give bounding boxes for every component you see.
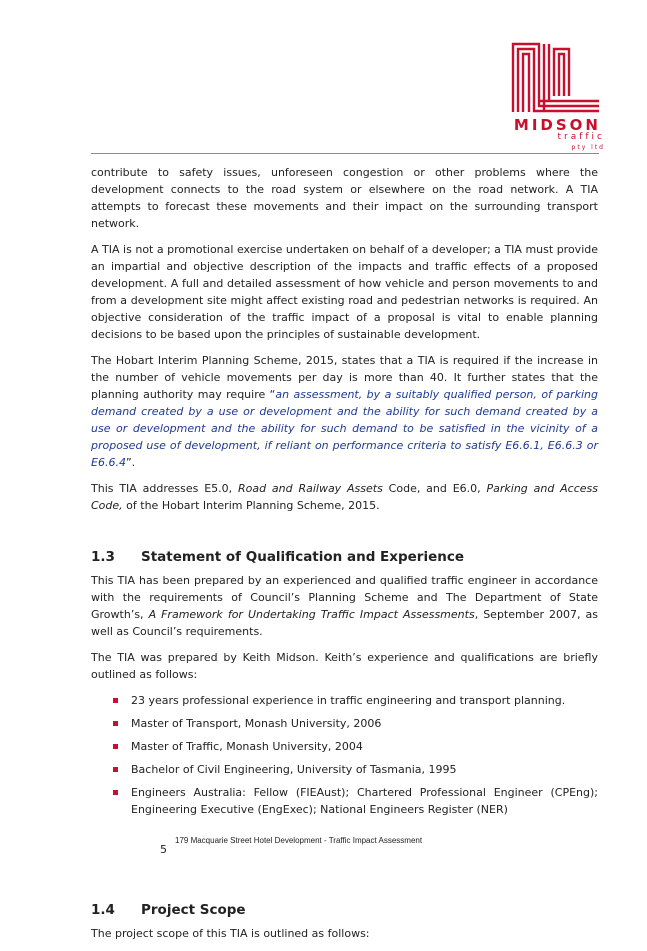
bullet-icon [113,767,118,772]
section-1-3-paragraph-2: The TIA was prepared by Keith Midson. Keith’s experience and qualifications are briefly outlined as follows: [91,651,598,681]
bullet-icon [113,721,118,726]
midson-logo-mark [509,38,601,114]
midson-logo [505,38,605,153]
list-item [91,761,598,778]
header-rule [91,153,599,154]
bullet-icon [113,790,118,795]
section-1-4-heading [91,902,598,919]
bullet-icon [113,698,118,703]
p3-quote: an assessment, by a suitably qualified person, of parking demand created by a use or development and the ability for such demand created by a use or development and the ability for such demand to be satisfied in the vicinity of a proposed use of development, if reliant on performance criteria to satisfy E6.6.1, E6.6.3 or E6.6.4 [91,388,598,469]
section-1-3-paragraph-1 [91,572,598,640]
list-item-text: Engineers Australia: Fellow (FIEAust); Chartered Professional Engineer (CPEng); Engineering Executive (EngExec); National Engineers Register (NER) [131,786,598,816]
body-paragraph-4 [91,480,598,514]
s13-p1-framework: A Framework for Undertaking Traffic Impact Assessments [148,608,475,621]
p4-text-c: Code, and E6.0, [382,482,487,495]
s13-p1-a: This TIA has been prepared by an experienced and qualified traffic engineer in accordance with the requirements of Council’s Planning Scheme and The Department of State Growth’s, [91,574,598,621]
list-item [91,784,598,818]
qualifications-list [91,692,598,818]
section-1-4-title: Project Scope [141,902,246,918]
logo-name: MIDSON [513,116,601,134]
p4-text-a: This TIA addresses E5.0, [91,482,238,495]
section-1-3-number: 1.3 [91,549,115,565]
p4-code-parking: Parking and Access Code, [91,482,599,512]
section-1-4-paragraph-1: The project scope of this TIA is outlined as follows: [91,927,370,940]
p4-text-e: of the Hobart Interim Planning Scheme, 2015. [122,499,380,512]
logo-sub-traffic: traffic [557,132,605,142]
logo-sub-ptyltd: pty ltd [571,144,605,151]
list-item [91,738,598,755]
p3-lead: The Hobart Interim Planning Scheme, 2015, states that a TIA is required if the increase in the number of vehicle movements per day is more than 40. It further states that the planning authority may require “ [91,354,598,401]
list-item-text: Master of Traffic, Monash University, 2004 [131,740,363,753]
p3-end: ”. [125,456,136,469]
section-1-3-heading [91,549,598,566]
body-paragraph-2: A TIA is not a promotional exercise undertaken on behalf of a developer; a TIA must provide an impartial and objective description of the impacts and traffic effects of a proposed development. A full and detailed assessment of how vehicle and person movements to and from a development site might affect existing road and pedestrian networks is required. An objective consideration of the traffic impact of a proposal is vital to enable planning decisions to be based upon the principles of sustainable development. [91,243,598,341]
section-1-4-number: 1.4 [91,902,115,918]
page-number: 5 [160,843,167,856]
section-1-3-title: Statement of Qualification and Experience [141,549,465,565]
bullet-icon [113,744,118,749]
p4-code-road: Road and Railway Assets [237,482,383,495]
footer-title: 179 Macquarie Street Hotel Development - Traffic Impact Assessment [175,836,423,845]
s13-p1-c: , September 2007, as well as Council’s requirements. [91,608,599,638]
body-paragraph-3 [91,352,598,471]
list-item-text: Master of Transport, Monash University, 2006 [131,717,382,730]
list-item [91,692,598,709]
body-paragraph-1: contribute to safety issues, unforeseen congestion or other problems where the development connects to the road system or elsewhere on the road network. A TIA attempts to forecast these movements and their impact on the surrounding transport network. [91,166,598,230]
page-content [91,164,598,951]
list-item [91,715,598,732]
list-item-text: Bachelor of Civil Engineering, University of Tasmania, 1995 [131,763,457,776]
list-item-text: 23 years professional experience in traffic engineering and transport planning. [131,694,566,707]
